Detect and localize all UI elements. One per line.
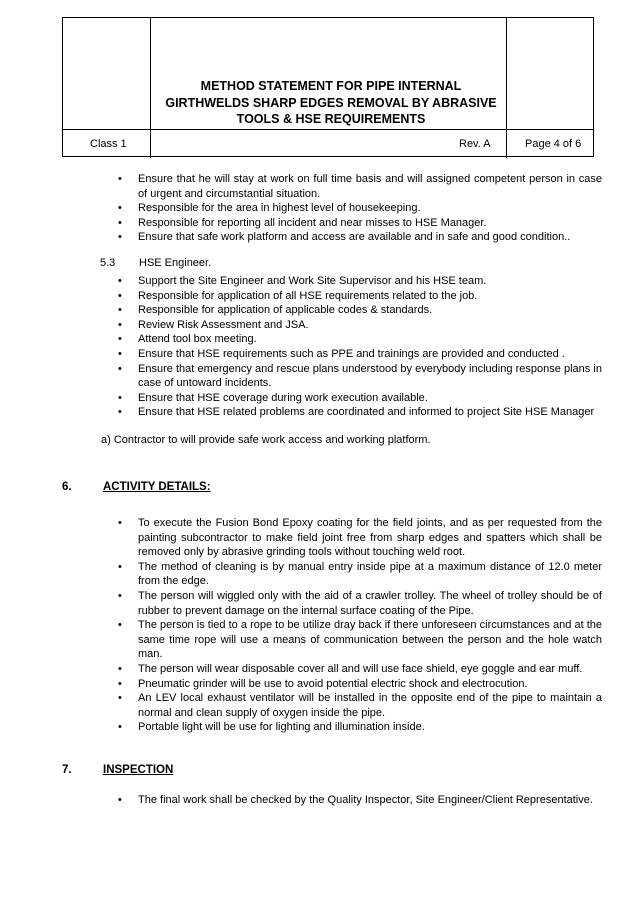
bullet-glyph: •	[118, 692, 122, 705]
bullet-glyph: •	[118, 794, 122, 806]
header-divider-bottom	[63, 129, 593, 130]
bullet-glyph: •	[118, 677, 122, 690]
bullet-glyph: •	[118, 391, 122, 404]
bullet-glyph: •	[118, 662, 122, 675]
list-item	[115, 405, 602, 420]
bullet-glyph: •	[118, 589, 122, 602]
subsection-title: HSE Engineer.	[139, 257, 212, 269]
list-item-text: Ensure that HSE related problems are coordinated and informed to project Site HSE Manager	[138, 406, 595, 419]
list-item-text: Attend tool box meeting.	[138, 333, 257, 346]
inspection-list	[115, 790, 602, 810]
activity-details-list	[115, 516, 602, 735]
list-item-text: Responsible for application of all HSE requirements related to the job.	[138, 289, 478, 302]
bullet-glyph: •	[118, 304, 122, 317]
list-item	[115, 589, 602, 618]
list-item-text: Ensure that safe work platform and access are available and in safe and good condition..	[138, 231, 571, 244]
bullet-glyph: •	[118, 517, 122, 529]
list-item-text: The person is tied to a rope to be utilize dray back if there unforeseen circumstances and at the same time rope will use a means of communication between the person and the hole watch man.	[138, 619, 602, 661]
document-header-table	[62, 17, 594, 157]
list-item-text: The method of cleaning is by manual entry inside pipe at a maximum distance of 12.0 meter from the edge.	[138, 560, 602, 588]
list-item-text: Pneumatic grinder will be use to avoid potential electric shock and electrocution.	[138, 677, 528, 690]
list-item	[115, 516, 602, 560]
list-item-text: The final work shall be checked by the Quality Inspector, Site Engineer/Client Representative.	[138, 794, 593, 806]
list-item-text: An LEV local exhaust ventilator will be installed in the opposite end of the pipe to maintain a normal and clean supply of oxygen inside the pipe.	[138, 692, 602, 719]
list-item	[115, 691, 602, 720]
title-line: TOOLS & HSE REQUIREMENTS	[236, 112, 426, 126]
section-title: ACTIVITY DETAILS:	[103, 481, 211, 493]
bullet-glyph: •	[118, 173, 122, 185]
class-label: Class 1	[90, 138, 127, 150]
bullet-glyph: •	[118, 275, 122, 287]
section-number: 7.	[62, 764, 72, 776]
list-item	[115, 391, 602, 406]
hse-engineer-list	[115, 274, 602, 420]
list-item-text: To execute the Fusion Bond Epoxy coating for the field joints, and as per requested from the painting subcontractor to make field joint free from sharp edges and spatters which shall be removed only by abrasive grinding tools without touching weld root.	[138, 517, 602, 559]
list-item	[115, 318, 602, 333]
title-line: METHOD STATEMENT FOR PIPE INTERNAL	[200, 79, 462, 93]
bullet-glyph: •	[118, 202, 122, 215]
responsibility-list	[115, 172, 602, 245]
list-item	[115, 347, 602, 362]
list-item	[115, 332, 602, 347]
list-item-text: Responsible for reporting all incident and near misses to HSE Manager.	[138, 216, 487, 229]
bullet-glyph: •	[118, 216, 122, 229]
list-item-text: Ensure that he will stay at work on full time basis and will assigned competent person in case of urgent and circumstantial situation.	[138, 173, 602, 200]
list-item	[115, 303, 602, 318]
list-item-text: Ensure that HSE coverage during work execution available.	[138, 391, 428, 404]
list-item-text: Portable light will be use for lighting and illumination inside.	[138, 721, 425, 734]
bullet-glyph: •	[118, 347, 122, 360]
bullet-glyph: •	[118, 333, 122, 346]
bullet-glyph: •	[118, 362, 122, 375]
list-item	[115, 560, 602, 589]
section-number: 6.	[62, 481, 72, 493]
list-item	[115, 662, 602, 677]
bullet-glyph: •	[118, 721, 122, 734]
list-item-text: Support the Site Engineer and Work Site Supervisor and his HSE team.	[138, 275, 487, 287]
subsection-number: 5.3	[100, 257, 116, 269]
bullet-glyph: •	[118, 560, 122, 573]
revision-label: Rev. A	[459, 138, 491, 150]
list-item	[115, 720, 602, 735]
bullet-glyph: •	[118, 289, 122, 302]
list-item	[115, 216, 602, 231]
list-item	[115, 362, 602, 391]
bullet-glyph: •	[118, 619, 122, 632]
bullet-glyph: •	[118, 406, 122, 419]
list-item-text: Responsible for the area in highest level of housekeeping.	[138, 202, 421, 215]
page-number-label: Page 4 of 6	[525, 138, 582, 150]
list-item	[115, 230, 602, 245]
list-item-text: The person will wear disposable cover all and will use face shield, eye goggle and ear muff.	[138, 662, 583, 675]
list-item-text: Ensure that HSE requirements such as PPE and trainings are provided and conducted .	[138, 347, 565, 360]
list-item	[115, 172, 602, 201]
list-item-text: The person will wiggled only with the aid of a crawler trolley. The wheel of trolley should be of rubber to prevent damage on the internal surface coating of the Pipe.	[138, 589, 602, 617]
document-title	[151, 78, 511, 128]
bullet-glyph: •	[118, 318, 122, 331]
bullet-glyph: •	[118, 231, 122, 244]
list-item	[115, 618, 602, 662]
list-item	[115, 289, 602, 304]
list-item	[115, 201, 602, 216]
list-item	[115, 274, 602, 289]
title-line: GIRTHWELDS SHARP EDGES REMOVAL BY ABRASIVE	[165, 95, 497, 110]
list-item	[115, 790, 602, 810]
list-item-text: Review Risk Assessment and JSA.	[138, 318, 309, 331]
contractor-note: a) Contractor to will provide safe work access and working platform.	[101, 434, 431, 446]
section-title: INSPECTION	[103, 764, 174, 776]
list-item-text: Ensure that emergency and rescue plans understood by everybody including response plans in case of untoward incidents.	[138, 362, 602, 390]
list-item	[115, 677, 602, 692]
list-item-text: Responsible for application of applicable codes & standards.	[138, 304, 433, 317]
